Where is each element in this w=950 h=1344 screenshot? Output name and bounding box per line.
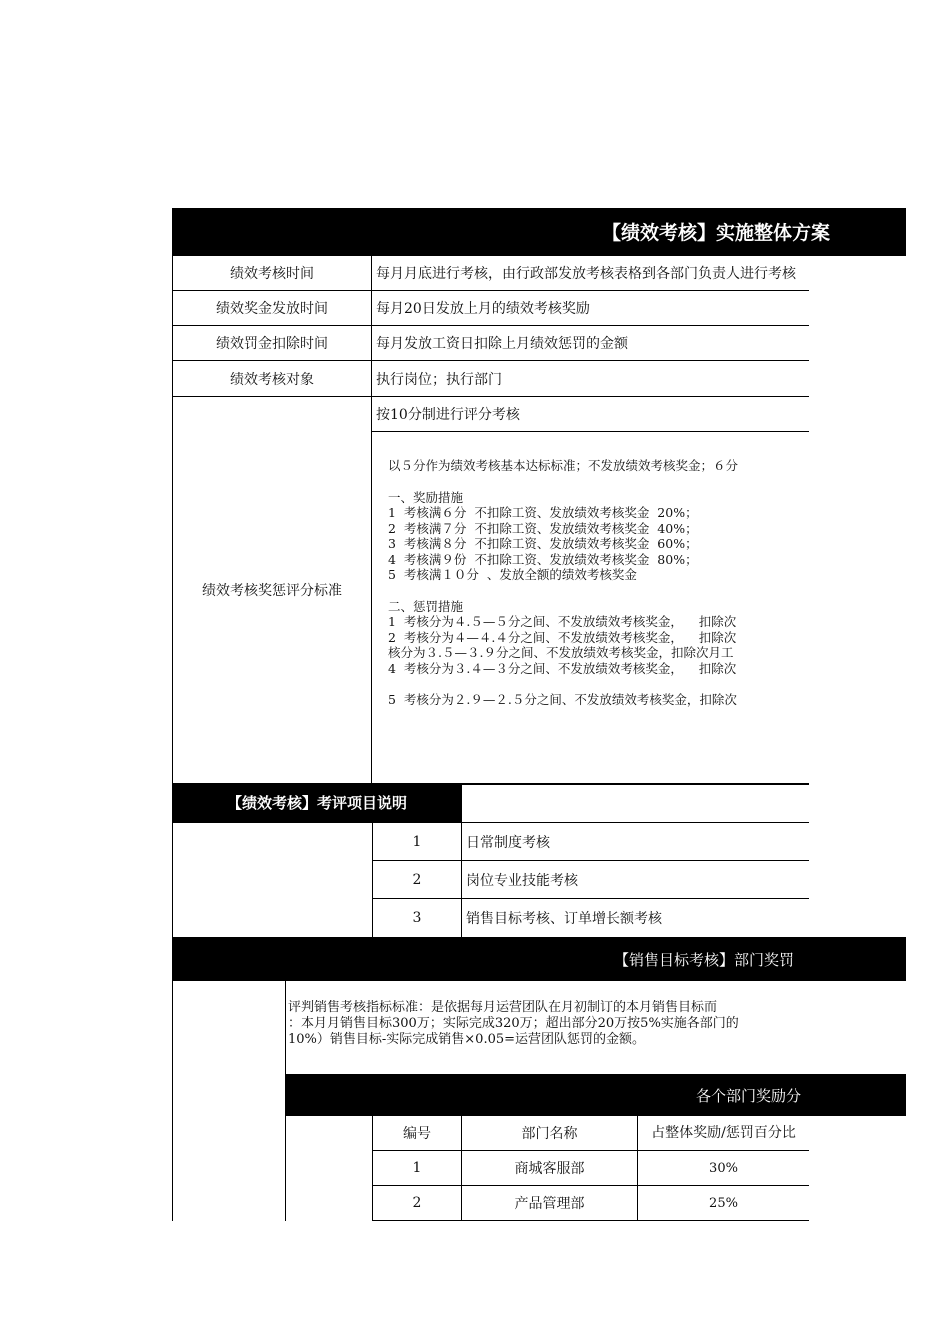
item-name: 日常制度考核 (462, 823, 809, 861)
items-section-bar (172, 783, 462, 822)
criteria-line: 评判销售考核指标标准：是依据每月运营团队在月初制订的本月销售目标而 (288, 1000, 718, 1015)
reward-line: 1 考核满６分 不扣除工资、发放绩效考核奖金 20%； (388, 505, 698, 520)
penalty-title: 二、惩罚措施 (388, 598, 464, 614)
info-label-target: 绩效考核对象 (172, 361, 372, 397)
criteria-line: 10%）销售目标-实际完成销售×0.05=运营团队惩罚的金额。 (288, 1032, 646, 1047)
criteria-line: ：本月月销售目标300万；实际完成320万；超出部分20万按5%实施各部门的 (288, 1016, 739, 1031)
info-value-target: 执行岗位；执行部门 (372, 361, 809, 397)
penalty-line: 4 考核分为３.４—３分之间、不发放绩效考核奖金， 扣除次 (388, 660, 737, 676)
reward-line: 3 考核满８分 不扣除工资、发放绩效考核奖金 60%； (388, 536, 698, 551)
dept-header-name: 部门名称 (462, 1116, 638, 1151)
item-no: 2 (372, 861, 462, 899)
penalty-line (388, 676, 809, 692)
standard-label: 绩效考核奖惩评分标准 (172, 397, 372, 783)
dept-distribution-title: 各个部门奖励分 (696, 1087, 802, 1105)
item-no: 1 (372, 823, 462, 861)
dept-row-name: 产品管理部 (462, 1186, 638, 1221)
penalty-line: 2 考核分为４—４.４分之间、不发放绩效考核奖金， 扣除次 (388, 629, 737, 645)
item-no: 3 (372, 899, 462, 937)
sales-section-title: 【销售目标考核】部门奖罚 (614, 951, 795, 969)
main-title-bar (172, 208, 906, 256)
info-label-fine-date: 绩效罚金扣除时间 (172, 326, 372, 361)
penalty-line: 核分为３.５—３.９分之间、不发放绩效考核奖金，扣除次月工 (388, 645, 734, 660)
standard-rules (388, 458, 809, 720)
main-title: 【绩效考核】实施整体方案 (602, 222, 831, 244)
reward-title: 一、奖励措施 (388, 489, 464, 505)
rules-intro: 以５分作为绩效考核基本达标标准；不发放绩效考核奖金；６分 (388, 458, 739, 473)
sales-section-bar (172, 937, 906, 981)
info-value-time: 每月月底进行考核，由行政部发放考核表格到各部门负责人进行考核 (372, 256, 809, 291)
reward-line: 2 考核满７分 不扣除工资、发放绩效考核奖金 40%； (388, 520, 698, 536)
standard-header: 按10分制进行评分考核 (372, 397, 809, 432)
dept-row-no: 1 (372, 1151, 462, 1186)
items-section-title: 【绩效考核】考评项目说明 (226, 794, 407, 812)
dept-header-percent: 占整体奖励/惩罚百分比 (638, 1116, 809, 1151)
item-name: 岗位专业技能考核 (462, 861, 809, 899)
info-value-fine-date: 每月发放工资日扣除上月绩效惩罚的金额 (372, 326, 809, 361)
reward-line: 4 考核满９份 不扣除工资、发放绩效考核奖金 80%； (388, 551, 698, 567)
dept-row-percent: 25% (638, 1186, 809, 1221)
penalty-line: 5 考核分为２.９—２.５分之间、不发放绩效考核奖金，扣除次 (388, 691, 737, 707)
reward-line: 5 考核满１０分 、发放全额的绩效考核奖金 (388, 567, 637, 582)
info-value-bonus-date: 每月20日发放上月的绩效考核奖励 (372, 291, 809, 326)
sales-criteria (288, 1000, 809, 1056)
info-label-bonus-date: 绩效奖金发放时间 (172, 291, 372, 326)
dept-row-name: 商城客服部 (462, 1151, 638, 1186)
dept-row-no: 2 (372, 1186, 462, 1221)
dept-distribution-bar (285, 1074, 906, 1116)
penalty-line: 1 考核分为４.５—５分之间、不发放绩效考核奖金， 扣除次 (388, 614, 737, 629)
info-label-time: 绩效考核时间 (172, 256, 372, 291)
dept-header-no: 编号 (372, 1116, 462, 1151)
item-name: 销售目标考核、订单增长额考核 (466, 911, 662, 927)
dept-row-percent: 30% (638, 1151, 809, 1186)
